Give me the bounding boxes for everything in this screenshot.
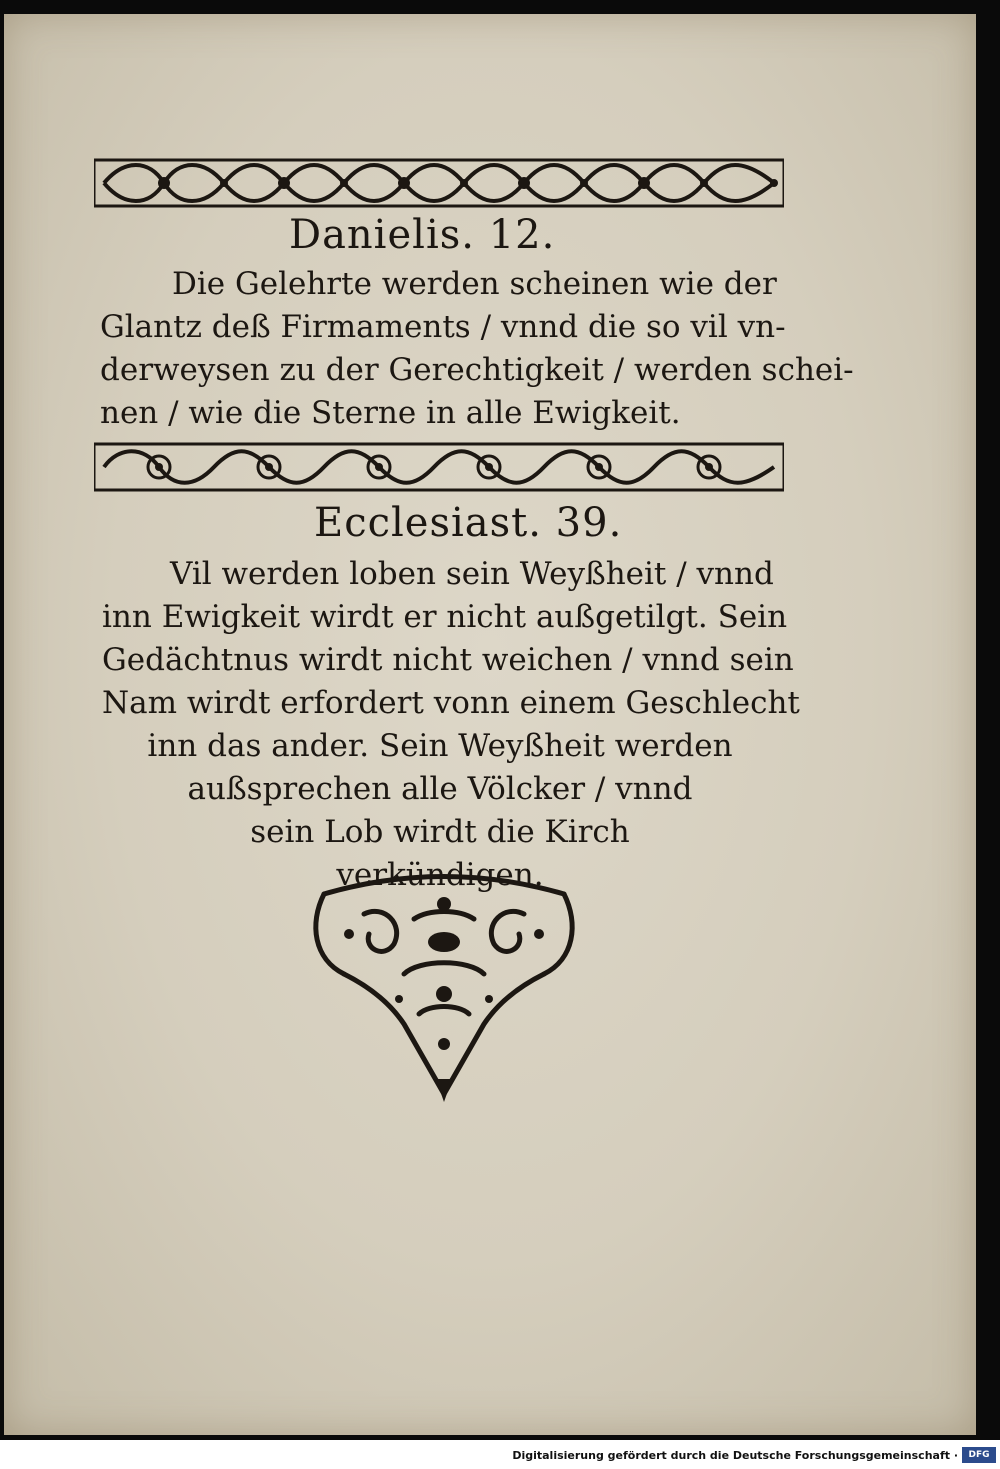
text-line: Die Gelehrte werden scheinen wie der [172, 266, 777, 302]
ornamental-band-top [94, 154, 784, 212]
book-page [4, 14, 976, 1435]
text-line: inn Ewigkeit wirdt er nicht außgetilgt. Sein [102, 599, 788, 635]
section-heading-ecclesiast: Ecclesiast. 39. [314, 500, 623, 546]
text-line: Nam wirdt erfordert vonn einem Geschlecht [102, 685, 800, 721]
text-line: Gedächtnus wirdt nicht weichen / vnnd sein [102, 642, 794, 678]
footer-bar [0, 1441, 1000, 1469]
dfg-logo: DFG [962, 1447, 996, 1463]
vignette-ornament [304, 864, 584, 1104]
text-line: nen / wie die Sterne in alle Ewigkeit. [100, 395, 681, 431]
footer-credit: Digitalisierung gefördert durch die Deutsche Forschungsgemeinschaft · [512, 1449, 958, 1462]
text-line: inn das ander. Sein Weyßheit werden [147, 728, 733, 764]
ornamental-band-middle [94, 438, 784, 496]
text-line: sein Lob wirdt die Kirch [250, 814, 630, 850]
text-line: Vil werden loben sein Weyßheit / vnnd [170, 556, 774, 592]
text-line: Glantz deß Firmaments / vnnd die so vil vn- [100, 309, 786, 345]
text-line: derweysen zu der Gerechtigkeit / werden schei- [100, 352, 854, 388]
section-heading-danielis: Danielis. 12. [289, 212, 556, 258]
text-line: außsprechen alle Völcker / vnnd [187, 771, 693, 807]
text-line: verkündigen. [336, 857, 544, 893]
